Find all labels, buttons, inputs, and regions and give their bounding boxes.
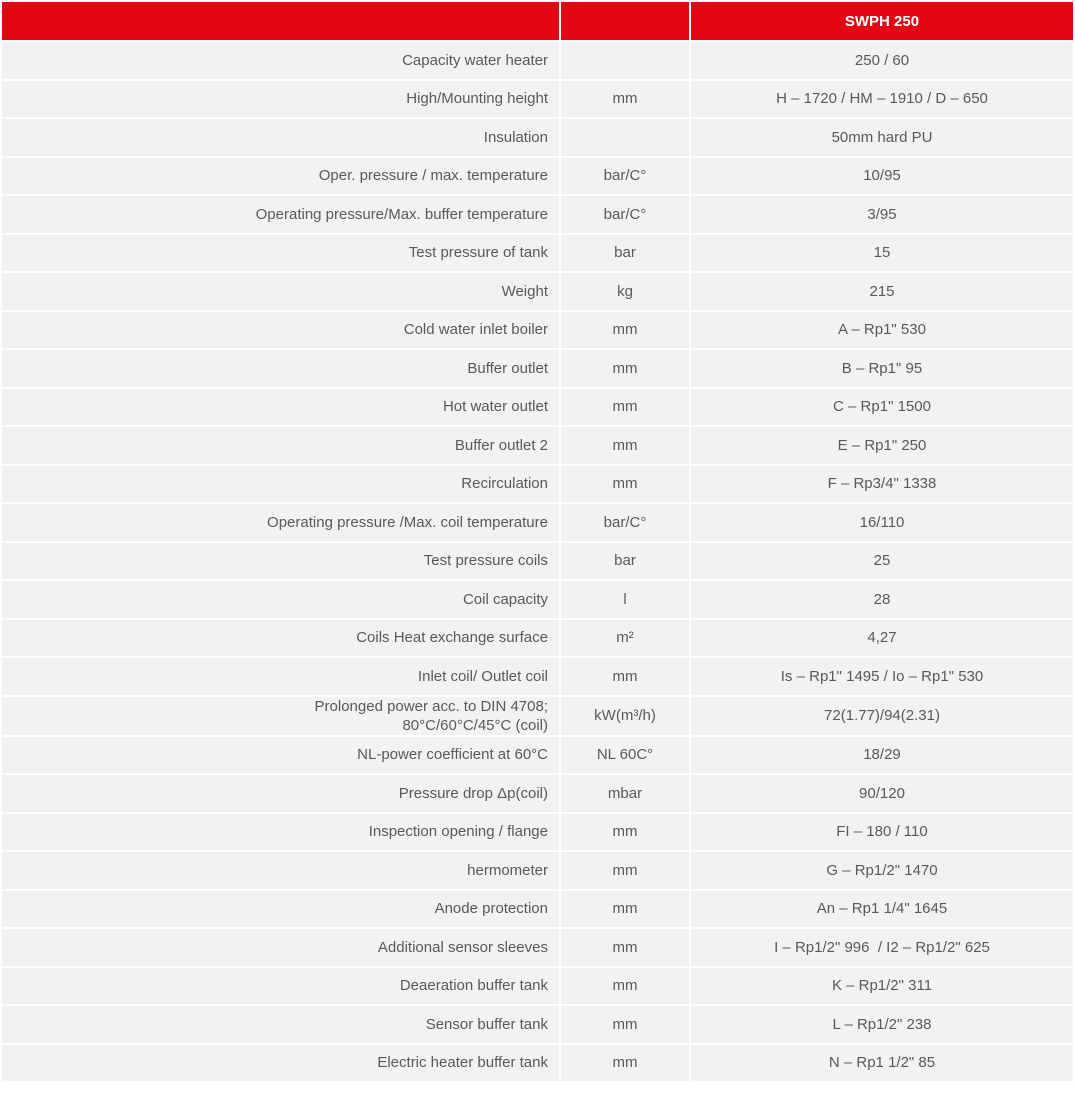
spec-label-cell: Capacity water heater [2,42,559,79]
table-row [2,350,1073,387]
spec-label-cell: Electric heater buffer tank [2,1045,559,1082]
spec-unit-cell: bar [561,543,689,580]
spec-label-cell: Cold water inlet boiler [2,312,559,349]
spec-label-cell: NL-power coefficient at 60°C [2,737,559,774]
header-label-cell [2,2,559,40]
spec-unit-cell: mm [561,466,689,503]
spec-value-cell: 215 [691,273,1073,310]
header-unit-cell [561,2,689,40]
spec-unit-cell: bar [561,235,689,272]
spec-label-cell: Deaeration buffer tank [2,968,559,1005]
table-row [2,312,1073,349]
spec-value-cell: I – Rp1/2" 996 / I2 – Rp1/2" 625 [691,929,1073,966]
spec-label-cell: Operating pressure /Max. coil temperature [2,504,559,541]
spec-unit-cell: mm [561,891,689,928]
spec-label-cell: Inlet coil/ Outlet coil [2,658,559,695]
table-row [2,427,1073,464]
spec-unit-cell [561,42,689,79]
header-row [2,2,1073,40]
spec-value-cell: A – Rp1" 530 [691,312,1073,349]
header-product-cell: SWPH 250 [691,2,1073,40]
table-row [2,968,1073,1005]
spec-value-cell: 72(1.77)/94(2.31) [691,697,1073,735]
spec-unit-cell: mm [561,1045,689,1082]
spec-value-cell: N – Rp1 1/2" 85 [691,1045,1073,1082]
table-header [2,2,1073,40]
spec-value-cell: L – Rp1/2" 238 [691,1006,1073,1043]
spec-unit-cell: NL 60C° [561,737,689,774]
spec-unit-cell: kW(m³/h) [561,697,689,735]
table-row [2,42,1073,79]
table-row [2,1045,1073,1082]
spec-unit-cell: mm [561,852,689,889]
spec-label-cell: Pressure drop Δp(coil) [2,775,559,812]
table-row [2,658,1073,695]
spec-label-cell: Buffer outlet 2 [2,427,559,464]
table-row [2,891,1073,928]
spec-value-cell: C – Rp1" 1500 [691,389,1073,426]
spec-label-cell: Coil capacity [2,581,559,618]
spec-value-cell: 16/110 [691,504,1073,541]
spec-label-cell: Test pressure of tank [2,235,559,272]
spec-value-cell: 90/120 [691,775,1073,812]
table-row [2,196,1073,233]
spec-unit-cell: kg [561,273,689,310]
spec-unit-cell: mm [561,968,689,1005]
spec-unit-cell: mm [561,350,689,387]
table-row [2,1006,1073,1043]
table-row [2,737,1073,774]
table-row [2,775,1073,812]
spec-value-cell: F – Rp3/4" 1338 [691,466,1073,503]
spec-unit-cell: m² [561,620,689,657]
spec-value-cell: 250 / 60 [691,42,1073,79]
spec-value-cell: H – 1720 / HM – 1910 / D – 650 [691,81,1073,118]
table-row [2,852,1073,889]
spec-unit-cell: mm [561,312,689,349]
spec-value-cell: FI – 180 / 110 [691,814,1073,851]
spec-value-cell: 15 [691,235,1073,272]
table-row [2,81,1073,118]
spec-unit-cell: mm [561,389,689,426]
spec-value-cell: 50mm hard PU [691,119,1073,156]
spec-label-cell: High/Mounting height [2,81,559,118]
spec-label-cell: Buffer outlet [2,350,559,387]
spec-value-cell: An – Rp1 1/4" 1645 [691,891,1073,928]
table-row [2,814,1073,851]
spec-label-cell: Recirculation [2,466,559,503]
spec-unit-cell: mbar [561,775,689,812]
spec-label-cell: Prolonged power acc. to DIN 4708; 80°C/60°C/45°C (coil) [2,697,559,735]
spec-label-cell: Anode protection [2,891,559,928]
spec-value-cell: 3/95 [691,196,1073,233]
spec-label-cell: Oper. pressure / max. temperature [2,158,559,195]
spec-value-cell: 4,27 [691,620,1073,657]
spec-label-cell: Insulation [2,119,559,156]
table-row [2,620,1073,657]
table-row [2,119,1073,156]
spec-label-cell: Operating pressure/Max. buffer temperature [2,196,559,233]
table-row [2,543,1073,580]
spec-unit-cell: bar/C° [561,158,689,195]
table-row [2,581,1073,618]
spec-value-cell: Is – Rp1" 1495 / Io – Rp1" 530 [691,658,1073,695]
table-row [2,235,1073,272]
spec-unit-cell: mm [561,427,689,464]
table-body [2,42,1073,1081]
spec-label-cell: Weight [2,273,559,310]
spec-unit-cell: bar/C° [561,504,689,541]
spec-label-cell: Hot water outlet [2,389,559,426]
table-row [2,504,1073,541]
table-row [2,697,1073,735]
spec-unit-cell: l [561,581,689,618]
spec-unit-cell: mm [561,1006,689,1043]
spec-value-cell: 18/29 [691,737,1073,774]
table-row [2,158,1073,195]
spec-unit-cell: mm [561,814,689,851]
spec-unit-cell: bar/C° [561,196,689,233]
spec-label-cell: hermometer [2,852,559,889]
spec-value-cell: K – Rp1/2" 311 [691,968,1073,1005]
spec-value-cell: E – Rp1" 250 [691,427,1073,464]
spec-value-cell: 25 [691,543,1073,580]
table-row [2,466,1073,503]
spec-value-cell: G – Rp1/2" 1470 [691,852,1073,889]
spec-unit-cell: mm [561,929,689,966]
spec-unit-cell [561,119,689,156]
spec-label-cell: Additional sensor sleeves [2,929,559,966]
table-row [2,389,1073,426]
spec-label-cell: Test pressure coils [2,543,559,580]
spec-value-cell: 10/95 [691,158,1073,195]
table-row [2,929,1073,966]
spec-value-cell: B – Rp1" 95 [691,350,1073,387]
spec-label-cell: Sensor buffer tank [2,1006,559,1043]
spec-label-cell: Coils Heat exchange surface [2,620,559,657]
spec-unit-cell: mm [561,658,689,695]
spec-value-cell: 28 [691,581,1073,618]
table-row [2,273,1073,310]
spec-label-cell: Inspection opening / flange [2,814,559,851]
spec-unit-cell: mm [561,81,689,118]
